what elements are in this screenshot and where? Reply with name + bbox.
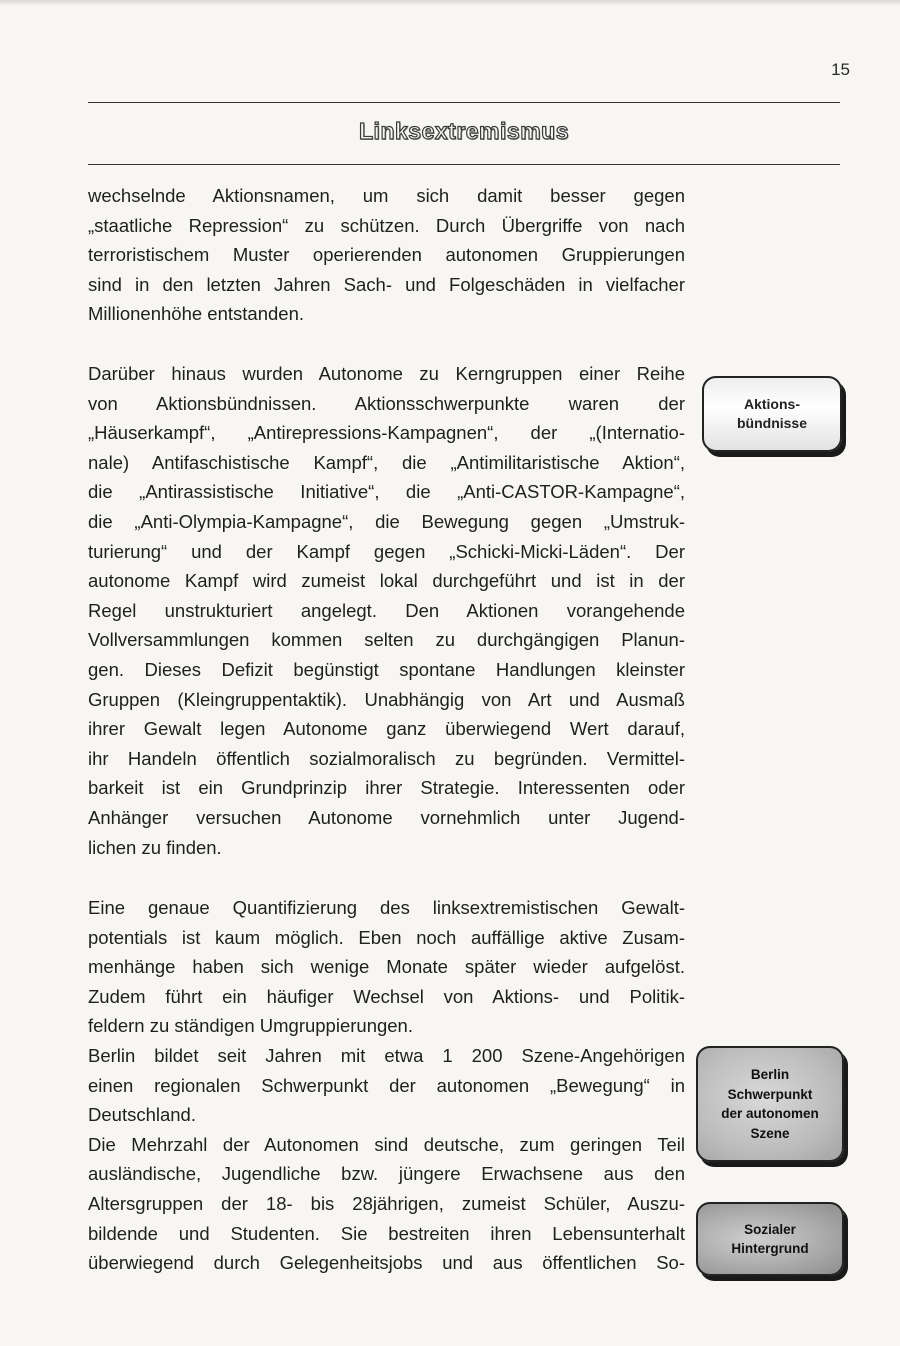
margin-note-line: Berlin (750, 1067, 790, 1082)
text-line: Regel unstrukturiert angelegt. Den Aktionen vorangehende (88, 599, 685, 621)
text-line: ihrer Gewalt legen Autonome ganz überwiegend Wert darauf, (88, 718, 685, 740)
text-line: Anhänger versuchen Autonome vornehmlich unter Jugend- (88, 806, 685, 828)
text-line: nale) Antifaschistische Kampf“, die „Antimilitaristische Aktion“, (88, 451, 685, 473)
text-line: turierung“ und der Kampf gegen „Schicki-Micki-Läden“. Der (88, 540, 685, 562)
text-line: Altersgruppen der 18- bis 28jährigen, zumeist Schüler, Auszu- (88, 1192, 685, 1214)
text-line: ihr Handeln öffentlich sozialmoralisch zu begründen. Vermittel- (88, 747, 685, 769)
margin-note-line: Schwerpunkt (727, 1086, 813, 1102)
text-line: Vollversammlungen kommen selten zu durchgängigen Planun- (88, 629, 685, 651)
margin-note-berlin (696, 1046, 844, 1162)
text-line: Millionenhöhe entstanden. (88, 303, 304, 325)
text-line: die „Antirassistische Initiative“, die „Anti-CASTOR-Kampagne“, (88, 481, 685, 503)
text-line: von Aktionsbündnissen. Aktionsschwerpunkte waren der (88, 392, 685, 414)
margin-note-line: Hintergrund (731, 1241, 809, 1256)
text-line: Berlin bildet seit Jahren mit etwa 1 200 Szene-Angehörigen (88, 1044, 685, 1066)
margin-note-aktionsbuendnisse (702, 376, 842, 452)
text-line: Darüber hinaus wurden Autonome zu Kerngruppen einer Reihe (88, 363, 685, 384)
text-line: gen. Dieses Defizit begünstigt spontane Handlungen kleinster (88, 658, 685, 680)
text-line: potentials ist kaum möglich. Eben noch auffällige aktive Zusam- (88, 926, 685, 948)
text-line: einen regionalen Schwerpunkt der autonomen „Bewegung“ in (88, 1074, 685, 1096)
text-line: die „Anti-Olympia-Kampagne“, die Bewegung gegen „Umstruk- (88, 510, 685, 532)
header-rule-top (88, 102, 840, 103)
text-line: wechselnde Aktionsnamen, um sich damit besser gegen (88, 185, 685, 206)
text-line: Eine genaue Quantifizierung des linksextremistischen Gewalt- (88, 897, 685, 918)
text-line: sind in den letzten Jahren Sach- und Folgeschäden in vielfacher (88, 273, 685, 295)
page-top-edge (0, 0, 900, 6)
margin-note-line: Sozialer (744, 1222, 796, 1237)
margin-note-line: Aktions- (743, 396, 800, 412)
paragraph-1 (88, 181, 685, 329)
text-line: terroristischem Muster operierenden autonomen Gruppierungen (88, 244, 685, 266)
text-line: autonome Kampf wird zumeist lokal durchgeführt und ist in der (88, 570, 685, 592)
page-number: 15 (831, 60, 850, 79)
text-line: „Häuserkampf“, „Antirepressions-Kampagnen“, der „(Internatio- (88, 422, 685, 444)
text-line: barkeit ist ein Grundprinzip ihrer Strategie. Interessenten oder (88, 777, 685, 799)
text-line: lichen zu finden. (88, 836, 222, 858)
paragraph-2 (88, 359, 685, 862)
margin-note-line: Szene (750, 1125, 790, 1141)
margin-note-line: der autonomen (721, 1106, 819, 1121)
text-line: Gruppen (Kleingruppentaktik). Unabhängig von Art und Ausmaß (88, 688, 685, 710)
text-line: menhänge haben sich wenige Monate später wieder aufgelöst. (88, 956, 685, 978)
margin-note-sozialer-hintergrund (696, 1202, 844, 1276)
text-line: ausländische, Jugendliche bzw. jüngere Erwachsene aus den (88, 1163, 685, 1185)
section-title: Linksextremismus (359, 118, 569, 144)
text-line: Die Mehrzahl der Autonomen sind deutsche, zum geringen Teil (88, 1133, 685, 1155)
text-line: bildende und Studenten. Sie bestreiten ihren Lebensunterhalt (88, 1222, 685, 1244)
text-line: feldern zu ständigen Umgruppierungen. (88, 1015, 413, 1037)
margin-note-line: bündnisse (736, 415, 807, 431)
text-line: überwiegend durch Gelegenheitsjobs und aus öffentlichen So- (88, 1252, 685, 1274)
text-line: „staatliche Repression“ zu schützen. Durch Übergriffe von nach (88, 214, 685, 236)
header-rule-bottom (88, 164, 840, 165)
text-line: Deutschland. (88, 1104, 196, 1126)
text-line: Zudem führt ein häufiger Wechsel von Aktions- und Politik- (88, 985, 685, 1007)
paragraph-3 (88, 893, 685, 1278)
